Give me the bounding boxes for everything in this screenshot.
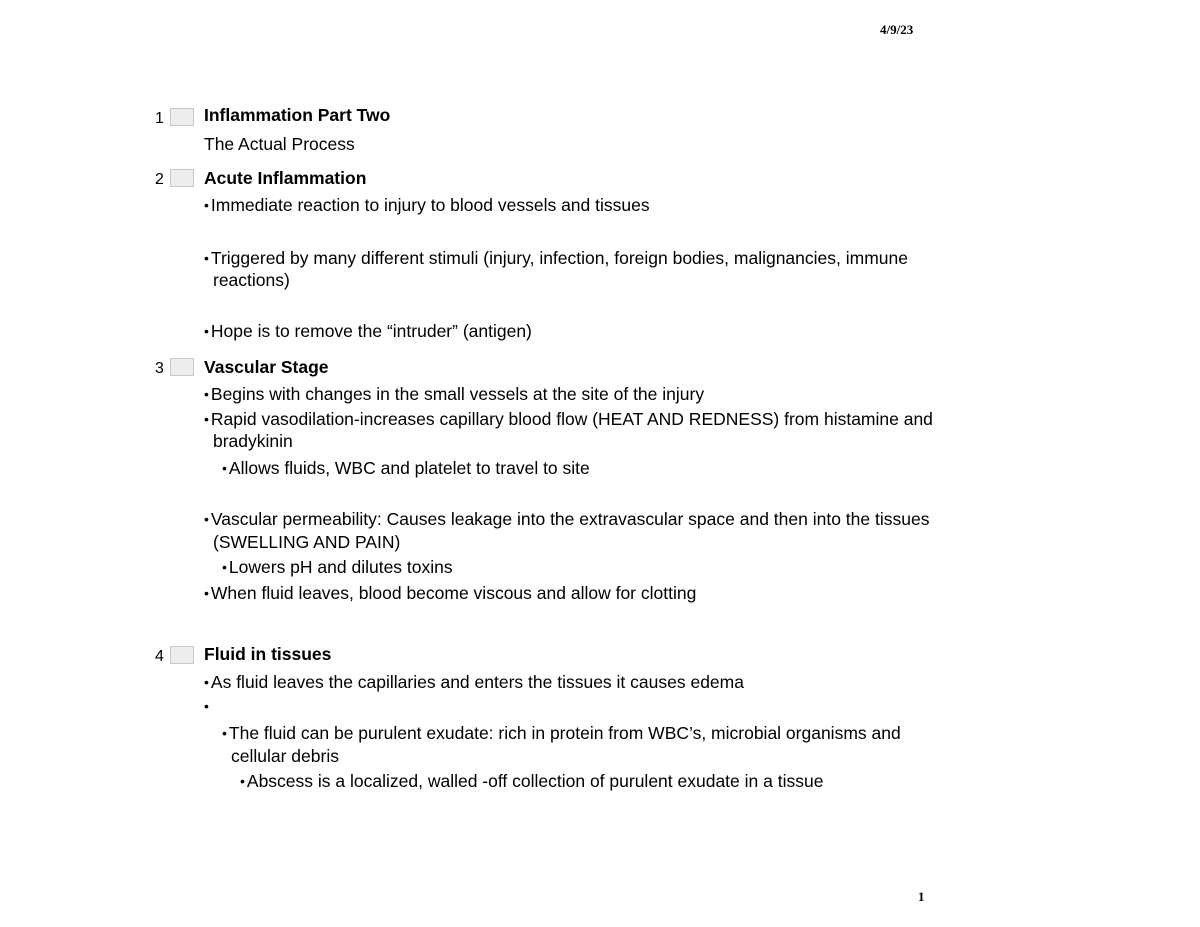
bullet-text: Triggered by many different stimuli (injury, infection, foreign bodies, malignancies, immune	[210, 248, 908, 268]
bullet-text: When fluid leaves, blood become viscous and allow for clotting	[210, 583, 697, 603]
bullet-text: Hope is to remove the “intruder” (antigen)	[210, 321, 532, 341]
bullet-text: Abscess is a localized, walled -off collection of purulent exudate in a tissue	[246, 771, 824, 791]
bullet-continuation: cellular debris	[231, 746, 339, 766]
slide-thumbnail[interactable]	[170, 169, 194, 187]
slide-number: 3	[155, 360, 164, 377]
bullet-continuation: (SWELLING AND PAIN)	[213, 532, 401, 552]
slide-title: Acute Inflammation	[204, 168, 367, 188]
slide-thumbnail[interactable]	[170, 358, 194, 376]
bullet-text: The fluid can be purulent exudate: rich in protein from WBC’s, microbial organisms and	[228, 723, 901, 743]
bullet-continuation: reactions)	[213, 270, 290, 290]
page-number: 1	[918, 889, 925, 904]
bullet-text: Allows fluids, WBC and platelet to travel to site	[228, 458, 590, 478]
bullet-text: Vascular permeability: Causes leakage into the extravascular space and then into the tissues	[210, 509, 930, 529]
slide-number: 4	[155, 648, 164, 665]
bullet-continuation: bradykinin	[213, 431, 293, 451]
slide-subtitle: The Actual Process	[204, 134, 355, 154]
slide-number: 1	[155, 110, 164, 127]
bullet-text: Rapid vasodilation-increases capillary blood flow (HEAT AND REDNESS) from histamine and	[210, 409, 933, 429]
slide-title: Inflammation Part Two	[204, 105, 391, 125]
slide-title: Fluid in tissues	[204, 644, 332, 664]
bullet-text: Immediate reaction to injury to blood vessels and tissues	[210, 195, 650, 215]
slide-number: 2	[155, 171, 164, 188]
bullet-text: Begins with changes in the small vessels at the site of the injury	[210, 384, 705, 404]
slide-thumbnail[interactable]	[170, 108, 194, 126]
bullet-text: As fluid leaves the capillaries and enters the tissues it causes edema	[210, 672, 744, 692]
slide-title: Vascular Stage	[204, 357, 329, 377]
bullet-text: Lowers pH and dilutes toxins	[228, 557, 453, 577]
slide-thumbnail[interactable]	[170, 646, 194, 664]
page-date: 4/9/23	[880, 22, 914, 37]
